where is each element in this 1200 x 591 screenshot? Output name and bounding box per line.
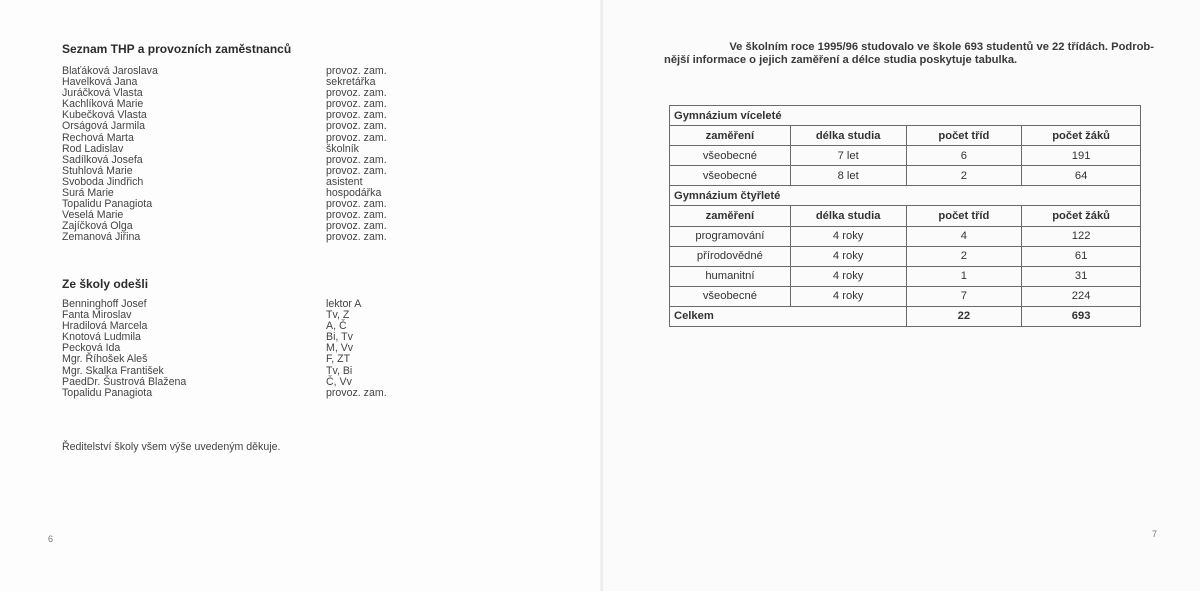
total-students: 693: [1022, 306, 1141, 326]
page-number-left: 6: [48, 534, 54, 544]
students-table: [669, 105, 1141, 327]
person-role: Tv, Bi: [326, 364, 353, 377]
departed-heading: Ze školy odešli: [62, 277, 149, 291]
person-name: Topalidu Panagiota: [62, 386, 153, 399]
person-role: A, Č: [326, 320, 347, 333]
table-row: [670, 226, 1141, 246]
table-row: [670, 266, 1141, 286]
table-section-row: [670, 186, 1141, 206]
table-cell: 31: [1022, 266, 1141, 286]
person-role: Č, Vv: [326, 375, 352, 388]
person-role: hospodářka: [326, 187, 382, 200]
staff-list: [62, 66, 402, 244]
table-row: [670, 166, 1141, 186]
table-cell: 4 roky: [790, 286, 906, 306]
person-role: provoz. zam.: [326, 131, 387, 144]
table-cell: 7 let: [790, 146, 906, 166]
table-cell: všeobecné: [670, 146, 791, 166]
intro-line-1: Ve školním roce 1995/96 studovalo ve škole 693 studentů ve 22 třídách. Podrob-: [729, 41, 1154, 53]
person-name: Fanta Miroslav: [62, 309, 132, 322]
person-role: provoz. zam.: [326, 87, 387, 100]
person-name: Stuhlová Marie: [62, 164, 133, 177]
table-cell: humanitní: [670, 266, 791, 286]
table-row: [670, 146, 1141, 166]
person-role: M, Vv: [326, 342, 354, 355]
column-header: zaměření: [670, 206, 791, 226]
list-item: [62, 388, 402, 399]
person-role: sekretářka: [326, 76, 376, 89]
person-role: provoz. zam.: [326, 109, 387, 122]
person-name: Veselá Marie: [62, 209, 124, 222]
departed-list: [62, 299, 402, 399]
staff-heading: Seznam THP a provozních zaměstnanců: [62, 42, 292, 56]
person-role: lektor A: [326, 298, 362, 310]
person-role: Bi, Tv: [326, 331, 353, 344]
person-name: Mgr. Skalka František: [62, 364, 164, 377]
column-header: délka studia: [790, 126, 906, 146]
table-cell: 1: [906, 266, 1022, 286]
person-role: Tv, Z: [326, 309, 350, 322]
person-role: provoz. zam.: [326, 209, 387, 222]
column-header: počet tříd: [906, 126, 1022, 146]
person-name: Blaťáková Jaroslava: [62, 65, 158, 77]
person-role: provoz. zam.: [326, 153, 387, 166]
column-header: počet tříd: [906, 206, 1022, 226]
table-header-row: [670, 126, 1141, 146]
table-section-row: [670, 106, 1141, 126]
person-name: Pecková Ida: [62, 342, 121, 355]
section-title: Gymnázium víceleté: [670, 106, 1141, 126]
person-name: Juráčková Vlasta: [62, 87, 143, 100]
person-role: provoz. zam.: [326, 65, 387, 77]
person-role: provoz. zam.: [326, 164, 387, 177]
person-name: Orságová Jarmila: [62, 120, 146, 133]
person-role: provoz. zam.: [326, 120, 387, 133]
table-row: [670, 286, 1141, 306]
person-name: Topalidu Panagiota: [62, 198, 153, 211]
list-item: [62, 232, 402, 243]
person-name: Surá Marie: [62, 187, 114, 200]
person-name: Havelková Jana: [62, 76, 138, 89]
person-name: Rod Ladislav: [62, 142, 124, 155]
table-cell: 191: [1022, 146, 1141, 166]
table-row: [670, 246, 1141, 266]
total-classes: 22: [906, 306, 1022, 326]
table-cell: 64: [1022, 166, 1141, 186]
person-role: F, ZT: [326, 353, 351, 366]
person-name: Sadílková Josefa: [62, 153, 143, 166]
person-name: Kubečková Vlasta: [62, 109, 147, 122]
person-name: Mgr. Říhošek Aleš: [62, 353, 148, 366]
list-item: [62, 354, 402, 365]
table-cell: 2: [906, 166, 1022, 186]
person-role: školník: [326, 142, 359, 155]
person-name: PaedDr. Šustrová Blažena: [62, 375, 187, 388]
list-item: [62, 121, 402, 132]
thanks-note: Ředitelství školy všem výše uvedeným děkuje.: [62, 441, 281, 453]
person-role: provoz. zam.: [326, 98, 387, 111]
total-label: Celkem: [670, 306, 907, 326]
person-role: provoz. zam.: [326, 220, 387, 233]
table-cell: 4 roky: [790, 266, 906, 286]
column-header: délka studia: [790, 206, 906, 226]
section-title: Gymnázium čtyřleté: [670, 186, 1141, 206]
person-name: Zemanová Jiřina: [62, 231, 141, 244]
person-role: asistent: [326, 175, 363, 188]
column-header: počet žáků: [1022, 206, 1141, 226]
person-name: Rechová Marta: [62, 131, 134, 144]
table-cell: programování: [670, 226, 791, 246]
table-cell: 4: [906, 226, 1022, 246]
person-name: Svoboda Jindřich: [62, 175, 144, 188]
table-cell: 4 roky: [790, 226, 906, 246]
person-name: Benninghoff Josef: [62, 298, 147, 310]
table-cell: všeobecné: [670, 166, 791, 186]
person-role: provoz. zam.: [326, 198, 387, 211]
table-cell: 7: [906, 286, 1022, 306]
table-cell: 224: [1022, 286, 1141, 306]
table-cell: 61: [1022, 246, 1141, 266]
column-header: zaměření: [670, 126, 791, 146]
table-cell: 6: [906, 146, 1022, 166]
list-item: [62, 366, 402, 377]
person-role: provoz. zam.: [326, 231, 387, 244]
list-item: [62, 133, 402, 144]
table-cell: 4 roky: [790, 246, 906, 266]
person-name: Zajíčková Olga: [62, 220, 133, 233]
person-name: Knotová Ludmila: [62, 331, 141, 344]
table-total-row: [670, 306, 1141, 326]
table-cell: 2: [906, 246, 1022, 266]
table-cell: 122: [1022, 226, 1141, 246]
table-cell: přírodovědné: [670, 246, 791, 266]
column-header: počet žáků: [1022, 126, 1141, 146]
page-number-right: 7: [1152, 529, 1158, 539]
table-cell: 8 let: [790, 166, 906, 186]
person-name: Hradilová Marcela: [62, 320, 148, 333]
intro-paragraph: [664, 41, 1154, 67]
person-role: provoz. zam.: [326, 386, 387, 399]
person-name: Kachlíková Marie: [62, 98, 144, 111]
table-cell: všeobecné: [670, 286, 791, 306]
table-header-row: [670, 206, 1141, 226]
intro-line-2: nější informace o jejich zaměření a délce studia poskytuje tabulka.: [664, 54, 1018, 66]
